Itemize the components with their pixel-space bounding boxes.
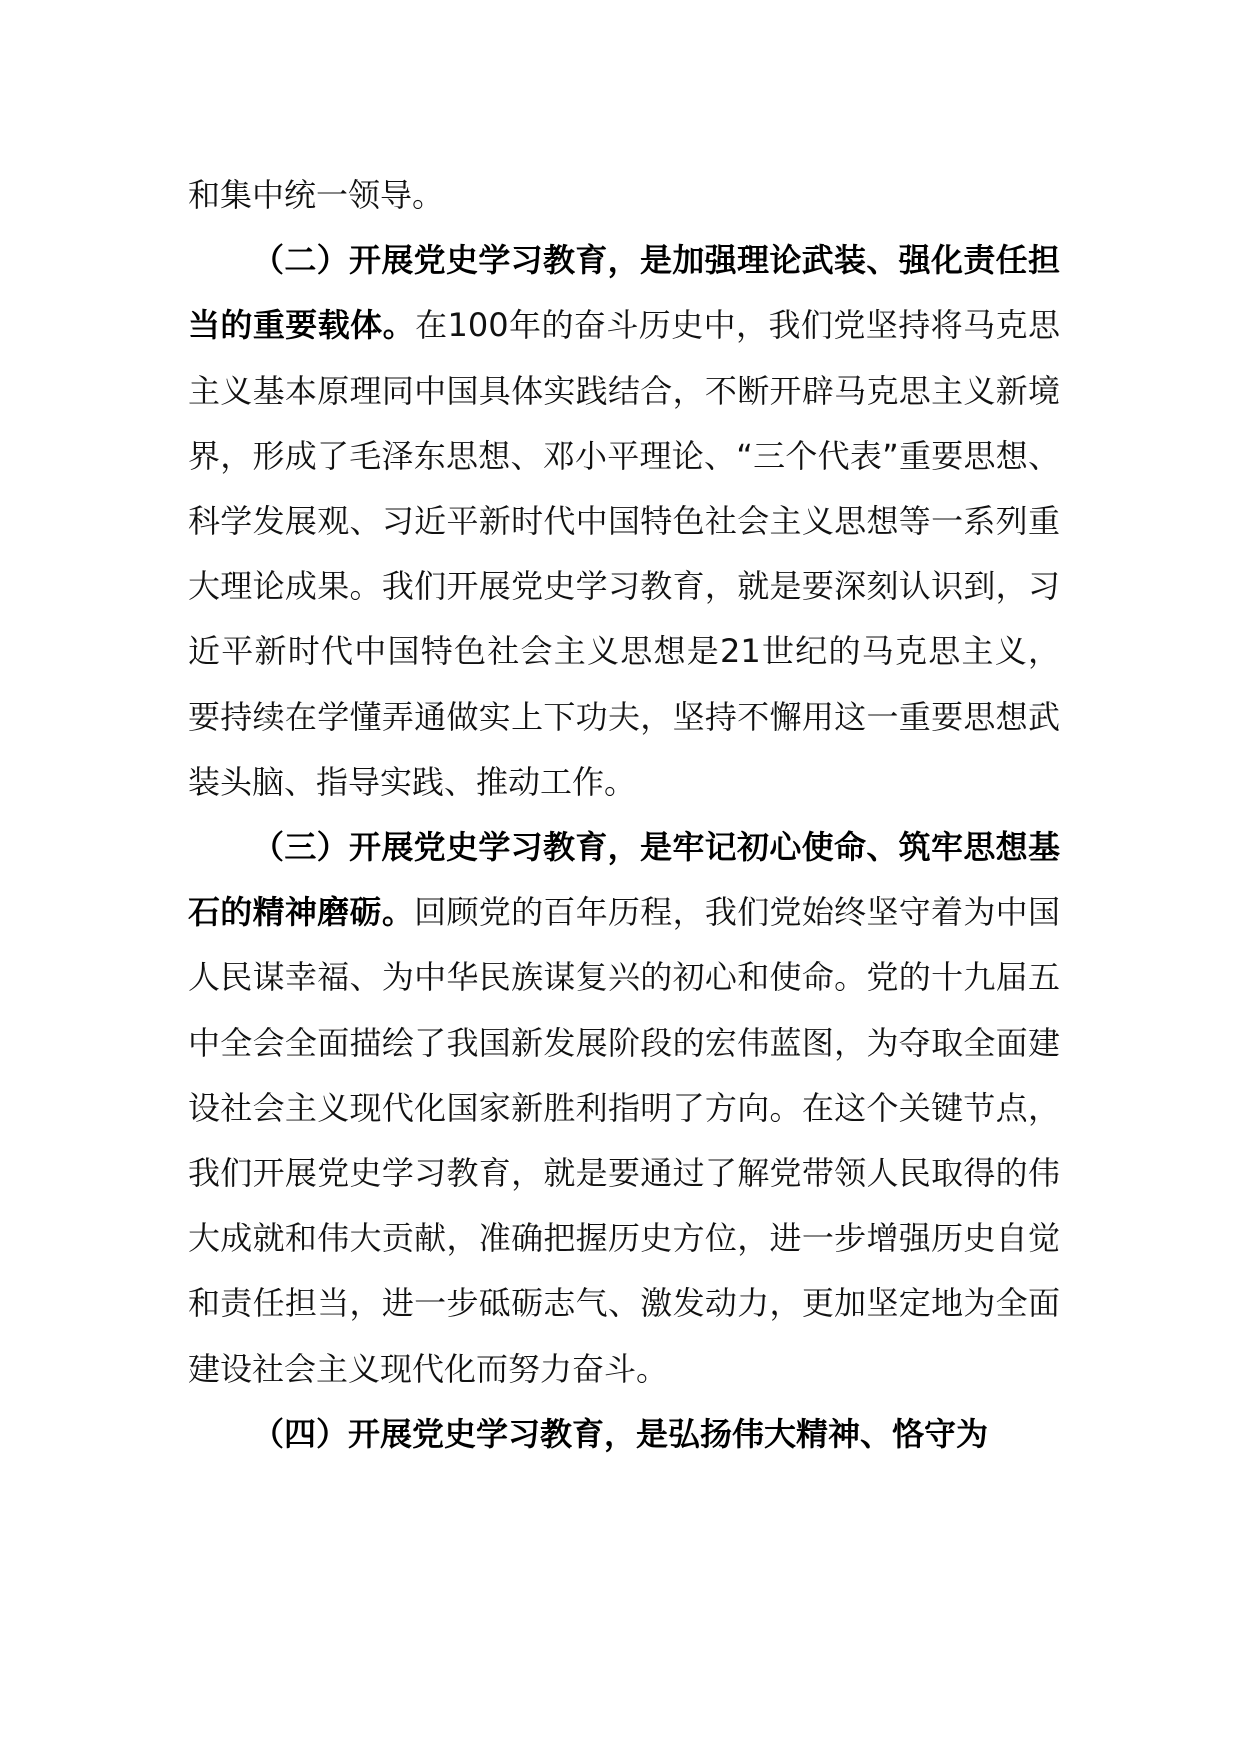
section-paragraph-3 (188, 815, 1060, 1402)
section-paragraph-4 (188, 1402, 1060, 1467)
continuation-paragraph: 和集中统一领导。 (188, 176, 445, 214)
document-body (188, 163, 1060, 1467)
section-heading-4: （四）开展党史学习教育，是弘扬伟大精神、恪守为 (252, 1414, 989, 1453)
section-paragraph-2 (188, 228, 1060, 815)
section-heading-3: （三）开展党史学习教育，是牢记初心使命、筑牢思想基石的精神磨砺。 (188, 828, 1060, 932)
section-heading-2: （二）开展党史学习教育，是加强理论武装、强化责任担当的重要载体。 (188, 241, 1060, 345)
section-body-3: 回顾党的百年历程，我们党始终坚守着为中国人民谋幸福、为中华民族谋复兴的初心和使命。党的十九届五中全会全面描绘了我国新发展阶段的宏伟蓝图，为夺取全面建设社会主义现代化国家新胜利指明了方向。在这个关键节点，我们开展党史学习教育，就是要通过了解党带领人民取得的伟大成就和伟大贡献，准确把握历史方位，进一步增强历史自觉和责任担当，进一步砥砺志气、激发动力，更加坚定地为全面建设社会主义现代化而努力奋斗。 (188, 893, 1060, 1388)
section-body-2: 在100年的奋斗历史中，我们党坚持将马克思主义基本原理同中国具体实践结合，不断开辟马克思主义新境界，形成了毛泽东思想、邓小平理论、“三个代表”重要思想、科学发展观、习近平新时代中国特色社会主义思想等一系列重大理论成果。我们开展党史学习教育，就是要深刻认识到，习近平新时代中国特色社会主义思想是21世纪的马克思主义，要持续在学懂弄通做实上下功夫，坚持不懈用这一重要思想武装头脑、指导实践、推动工作。 (188, 306, 1060, 801)
